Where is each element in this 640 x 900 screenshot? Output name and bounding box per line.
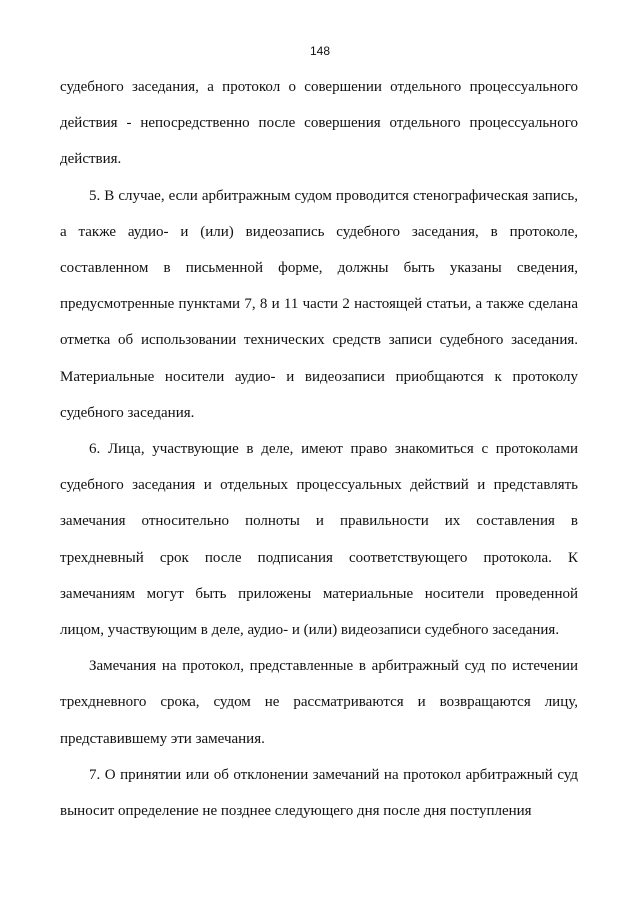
paragraph-continuation: судебного заседания, а протокол о совершении отдельного процессуального действия - непосредственно после совершения отдельного процессуального действия.	[60, 79, 578, 168]
page-number: 148	[309, 44, 331, 58]
paragraph-item-7: 7. О принятии или об отклонении замечаний на протокол арбитражный суд выносит определение не позднее следующего дня после дня поступления	[60, 766, 578, 820]
paragraph-remarks-deadline: Замечания на протокол, представленные в арбитражный суд по истечении трехдневного срока, судом не рассматриваются и возвращаются лицу, представившему эти замечания.	[60, 658, 578, 747]
paragraph-item-5: 5. В случае, если арбитражным судом проводится стенографическая запись, а также аудио- и (или) видеозапись судебного заседания, в протоколе, составленном в письменной форме, должны быть указаны сведения, предусмотренные пунктами 7, 8 и 11 части 2 настоящей статьи, а также сделана отметка об использовании технических средств записи судебного заседания. Материальные носители аудио- и видеозаписи приобщаются к протоколу судебного заседания.	[60, 187, 578, 421]
paragraph-item-6: 6. Лица, участвующие в деле, имеют право знакомиться с протоколами судебного заседания и отдельных процессуальных действий и представлять замечания относительно полноты и правильности их составления в трехдневный срок после подписания соответствующего протокола. К замечаниям могут быть приложены материальные носители проведенной лицом, участвующим в деле, аудио- и (или) видеозаписи судебного заседания.	[60, 441, 578, 639]
document-body	[60, 69, 578, 829]
